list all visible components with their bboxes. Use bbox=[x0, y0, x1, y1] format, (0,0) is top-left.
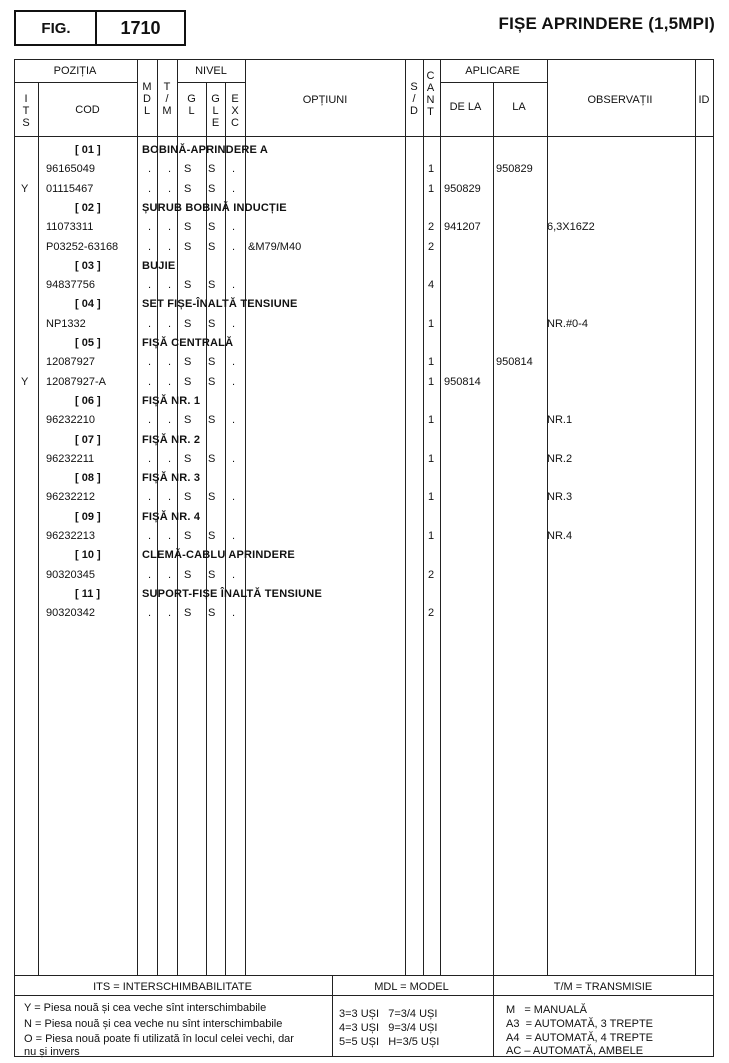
observation: NR.4 bbox=[547, 530, 573, 542]
position-number: [ 02 ] bbox=[75, 201, 101, 214]
quantity-value: 2 bbox=[428, 607, 435, 620]
header-optiuni: OPȚIUNI bbox=[302, 94, 348, 106]
table-row bbox=[14, 604, 714, 623]
exc-dot: . bbox=[232, 221, 236, 234]
part-code: 94837756 bbox=[46, 279, 95, 292]
legend-its-line: O = Piesa nouă poate fi utilizată în locul celei vechi, dar bbox=[24, 1033, 294, 1045]
quantity-value: 1 bbox=[428, 452, 435, 465]
group-row bbox=[14, 546, 714, 565]
part-code: 11073311 bbox=[46, 221, 94, 234]
quantity-value: 4 bbox=[428, 279, 435, 292]
gle-value: S bbox=[208, 163, 216, 176]
gl-value: S bbox=[184, 182, 192, 195]
its-value: Y bbox=[21, 375, 29, 388]
gl-value: S bbox=[184, 221, 192, 234]
legend-tm-line: AC – AUTOMATĂ, AMBELE bbox=[506, 1045, 644, 1057]
gl-value: S bbox=[184, 240, 192, 253]
part-group-name: FIȘĂ NR. 3 bbox=[142, 472, 201, 485]
gle-value: S bbox=[208, 375, 216, 388]
mdl-dot: . bbox=[148, 221, 152, 234]
table-row bbox=[14, 527, 714, 546]
legend-separator bbox=[15, 975, 713, 976]
tm-dot: . bbox=[168, 491, 172, 504]
header-gl: G L bbox=[187, 93, 196, 117]
table-row bbox=[14, 238, 714, 257]
legend-separator bbox=[15, 995, 713, 996]
header-cod: COD bbox=[75, 104, 100, 116]
table-row bbox=[14, 566, 714, 585]
gle-value: S bbox=[208, 414, 216, 427]
group-row bbox=[14, 392, 714, 411]
legend-its-line: N = Piesa nouă și cea veche nu sînt interschimbabile bbox=[24, 1018, 283, 1030]
part-code: 12087927 bbox=[46, 356, 95, 369]
figure-number: 1710 bbox=[120, 17, 161, 38]
exc-dot: . bbox=[232, 530, 236, 542]
quantity-value: 1 bbox=[428, 375, 435, 388]
quantity-value: 1 bbox=[428, 317, 435, 330]
gle-value: S bbox=[208, 182, 216, 195]
part-group-name: SET FIȘE-ÎNALTĂ TENSIUNE bbox=[142, 298, 298, 311]
mdl-dot: . bbox=[148, 356, 152, 369]
legend-its-line: nu și invers bbox=[24, 1046, 80, 1058]
from-date: 950829 bbox=[444, 182, 481, 195]
gle-value: S bbox=[208, 491, 216, 504]
tm-dot: . bbox=[168, 414, 172, 427]
header-line bbox=[440, 82, 547, 83]
position-number: [ 07 ] bbox=[75, 433, 101, 446]
its-value: Y bbox=[21, 182, 29, 195]
legend-mdl-line: 4=3 UȘI 9=3/4 UȘI bbox=[339, 1022, 438, 1034]
from-date: 941207 bbox=[444, 221, 481, 234]
part-code: 96232210 bbox=[46, 414, 95, 427]
table-row bbox=[14, 353, 714, 372]
table-row bbox=[14, 218, 714, 237]
exc-dot: . bbox=[232, 568, 236, 581]
mdl-dot: . bbox=[148, 414, 152, 427]
part-group-name: FIȘĂ CENTRALĂ bbox=[142, 337, 234, 349]
table-row bbox=[14, 276, 714, 295]
part-code: 96232211 bbox=[46, 452, 95, 465]
position-number: [ 01 ] bbox=[75, 144, 101, 156]
part-group-name: BUJIE bbox=[142, 259, 176, 272]
observation: 6,3X16Z2 bbox=[547, 221, 595, 234]
table-row bbox=[14, 160, 714, 179]
gle-value: S bbox=[208, 221, 216, 234]
exc-dot: . bbox=[232, 491, 236, 504]
legend-mdl-title: MDL = MODEL bbox=[374, 981, 449, 993]
exc-dot: . bbox=[232, 279, 236, 292]
quantity-value: 2 bbox=[428, 221, 435, 234]
mdl-dot: . bbox=[148, 317, 152, 330]
observation: NR.2 bbox=[547, 452, 573, 465]
tm-dot: . bbox=[168, 240, 172, 253]
legend-tm-line: A3 = AUTOMATĂ, 3 TREPTE bbox=[506, 1018, 654, 1030]
tm-dot: . bbox=[168, 163, 172, 176]
mdl-dot: . bbox=[148, 163, 152, 176]
table-row bbox=[14, 450, 714, 469]
gl-value: S bbox=[184, 414, 192, 427]
exc-dot: . bbox=[232, 240, 236, 253]
header-separator bbox=[15, 136, 713, 137]
tm-dot: . bbox=[168, 607, 172, 620]
table-row bbox=[14, 315, 714, 334]
header-observatii: OBSERVAȚII bbox=[587, 94, 653, 106]
legend-tm-line: M = MANUALĂ bbox=[506, 1004, 587, 1016]
quantity-value: 1 bbox=[428, 530, 435, 542]
mdl-dot: . bbox=[148, 240, 152, 253]
part-group-name: FIȘĂ NR. 4 bbox=[142, 510, 201, 523]
mdl-dot: . bbox=[148, 491, 152, 504]
part-code: 01115467 bbox=[46, 182, 94, 195]
tm-dot: . bbox=[168, 452, 172, 465]
gl-value: S bbox=[184, 279, 192, 292]
gle-value: S bbox=[208, 240, 216, 253]
gl-value: S bbox=[184, 317, 192, 330]
figure-label: FIG. bbox=[41, 19, 71, 37]
part-code: NP1332 bbox=[46, 317, 86, 330]
exc-dot: . bbox=[232, 607, 236, 620]
part-group-name: FIȘĂ NR. 2 bbox=[142, 433, 201, 446]
exc-dot: . bbox=[232, 356, 236, 369]
mdl-dot: . bbox=[148, 607, 152, 620]
group-row bbox=[14, 257, 714, 276]
header-aplicare: APLICARE bbox=[465, 65, 520, 77]
header-id: ID bbox=[698, 94, 710, 106]
header-its: I T S bbox=[22, 93, 30, 129]
gl-value: S bbox=[184, 163, 192, 176]
page-title: FIȘE APRINDERE (1,5MPI) bbox=[498, 14, 715, 33]
mdl-dot: . bbox=[148, 279, 152, 292]
part-code: 90320342 bbox=[46, 607, 95, 620]
header-exc: E X C bbox=[231, 93, 239, 129]
tm-dot: . bbox=[168, 568, 172, 581]
gle-value: S bbox=[208, 279, 216, 292]
quantity-value: 2 bbox=[428, 240, 435, 253]
gle-value: S bbox=[208, 568, 216, 581]
observation: NR.3 bbox=[547, 491, 573, 504]
tm-dot: . bbox=[168, 279, 172, 292]
position-number: [ 08 ] bbox=[75, 472, 101, 485]
header-pozitia: POZIȚIA bbox=[53, 65, 97, 77]
position-number: [ 11 ] bbox=[75, 587, 101, 600]
legend-its-line: Y = Piesa nouă și cea veche sînt interschimbabile bbox=[24, 1002, 267, 1014]
header-gle: G L E bbox=[211, 93, 220, 129]
position-number: [ 09 ] bbox=[75, 510, 101, 523]
header-nivel: NIVEL bbox=[195, 65, 227, 77]
group-row bbox=[14, 431, 714, 450]
exc-dot: . bbox=[232, 182, 236, 195]
header-tm: T / M bbox=[162, 81, 172, 117]
tm-dot: . bbox=[168, 221, 172, 234]
header-mdl: M D L bbox=[142, 81, 152, 117]
gle-value: S bbox=[208, 452, 216, 465]
quantity-value: 1 bbox=[428, 182, 435, 195]
exc-dot: . bbox=[232, 452, 236, 465]
quantity-value: 1 bbox=[428, 356, 435, 369]
part-code: 96165049 bbox=[46, 163, 95, 176]
legend-tm-line: A4 = AUTOMATĂ, 4 TREPTE bbox=[506, 1032, 654, 1044]
tm-dot: . bbox=[168, 375, 172, 388]
tm-dot: . bbox=[168, 182, 172, 195]
exc-dot: . bbox=[232, 317, 236, 330]
table-row bbox=[14, 373, 714, 392]
gle-value: S bbox=[208, 317, 216, 330]
gl-value: S bbox=[184, 568, 192, 581]
part-group-name: ȘURUB BOBINĂ INDUCȚIE bbox=[142, 201, 287, 214]
gle-value: S bbox=[208, 607, 216, 620]
group-row bbox=[14, 199, 714, 218]
gl-value: S bbox=[184, 375, 192, 388]
group-row bbox=[14, 469, 714, 488]
observation: NR.1 bbox=[547, 414, 573, 427]
exc-dot: . bbox=[232, 414, 236, 427]
gl-value: S bbox=[184, 452, 192, 465]
part-code: 96232212 bbox=[46, 491, 95, 504]
part-code: 90320345 bbox=[46, 568, 95, 581]
quantity-value: 1 bbox=[428, 491, 435, 504]
gle-value: S bbox=[208, 356, 216, 369]
header-sd: S / D bbox=[410, 81, 418, 117]
position-number: [ 04 ] bbox=[75, 298, 101, 311]
part-group-name: BOBINĂ-APRINDERE A bbox=[142, 144, 269, 156]
position-number: [ 10 ] bbox=[75, 549, 101, 562]
mdl-dot: . bbox=[148, 452, 152, 465]
gl-value: S bbox=[184, 356, 192, 369]
gle-value: S bbox=[208, 530, 216, 542]
observation: NR.#0-4 bbox=[547, 317, 588, 330]
table-row bbox=[14, 488, 714, 507]
header-la: LA bbox=[512, 101, 526, 113]
quantity-value: 2 bbox=[428, 568, 435, 581]
tm-dot: . bbox=[168, 356, 172, 369]
tm-dot: . bbox=[168, 317, 172, 330]
group-row bbox=[14, 508, 714, 527]
header-line bbox=[177, 82, 245, 83]
mdl-dot: . bbox=[148, 182, 152, 195]
from-date: 950814 bbox=[444, 375, 481, 388]
legend-its-title: ITS = INTERSCHIMBABILITATE bbox=[93, 981, 252, 993]
quantity-value: 1 bbox=[428, 163, 435, 176]
exc-dot: . bbox=[232, 163, 236, 176]
mdl-dot: . bbox=[148, 375, 152, 388]
group-row bbox=[14, 334, 714, 353]
gl-value: S bbox=[184, 530, 192, 542]
group-row bbox=[14, 141, 714, 160]
position-number: [ 06 ] bbox=[75, 394, 101, 407]
option-value: &M79/M40 bbox=[248, 240, 302, 253]
gl-value: S bbox=[184, 607, 192, 620]
header-line bbox=[15, 82, 137, 83]
mdl-dot: . bbox=[148, 568, 152, 581]
part-code: P03252-63168 bbox=[46, 240, 119, 253]
to-date: 950829 bbox=[496, 163, 533, 176]
part-group-name: CLEMĂ-CABLU APRINDERE bbox=[142, 549, 295, 562]
mdl-dot: . bbox=[148, 530, 152, 542]
position-number: [ 03 ] bbox=[75, 259, 101, 272]
quantity-value: 1 bbox=[428, 414, 435, 427]
part-code: 12087927-A bbox=[46, 375, 106, 388]
to-date: 950814 bbox=[496, 356, 533, 369]
header-cant: C A N T bbox=[426, 70, 435, 118]
table-row bbox=[14, 411, 714, 430]
table-row bbox=[14, 180, 714, 199]
part-group-name: FIȘĂ NR. 1 bbox=[142, 394, 201, 407]
legend-tm-title: T/M = TRANSMISIE bbox=[553, 981, 653, 993]
group-row bbox=[14, 295, 714, 314]
position-number: [ 05 ] bbox=[75, 337, 101, 349]
exc-dot: . bbox=[232, 375, 236, 388]
part-code: 96232213 bbox=[46, 530, 95, 542]
tm-dot: . bbox=[168, 530, 172, 542]
legend-mdl-line: 3=3 UȘI 7=3/4 UȘI bbox=[339, 1008, 438, 1020]
header-de-la: DE LA bbox=[449, 101, 482, 113]
legend-mdl-line: 5=5 UȘI H=3/5 UȘI bbox=[339, 1036, 440, 1048]
gl-value: S bbox=[184, 491, 192, 504]
part-group-name: SUPORT-FIȘE ÎNALTĂ TENSIUNE bbox=[142, 587, 322, 600]
group-row bbox=[14, 585, 714, 604]
